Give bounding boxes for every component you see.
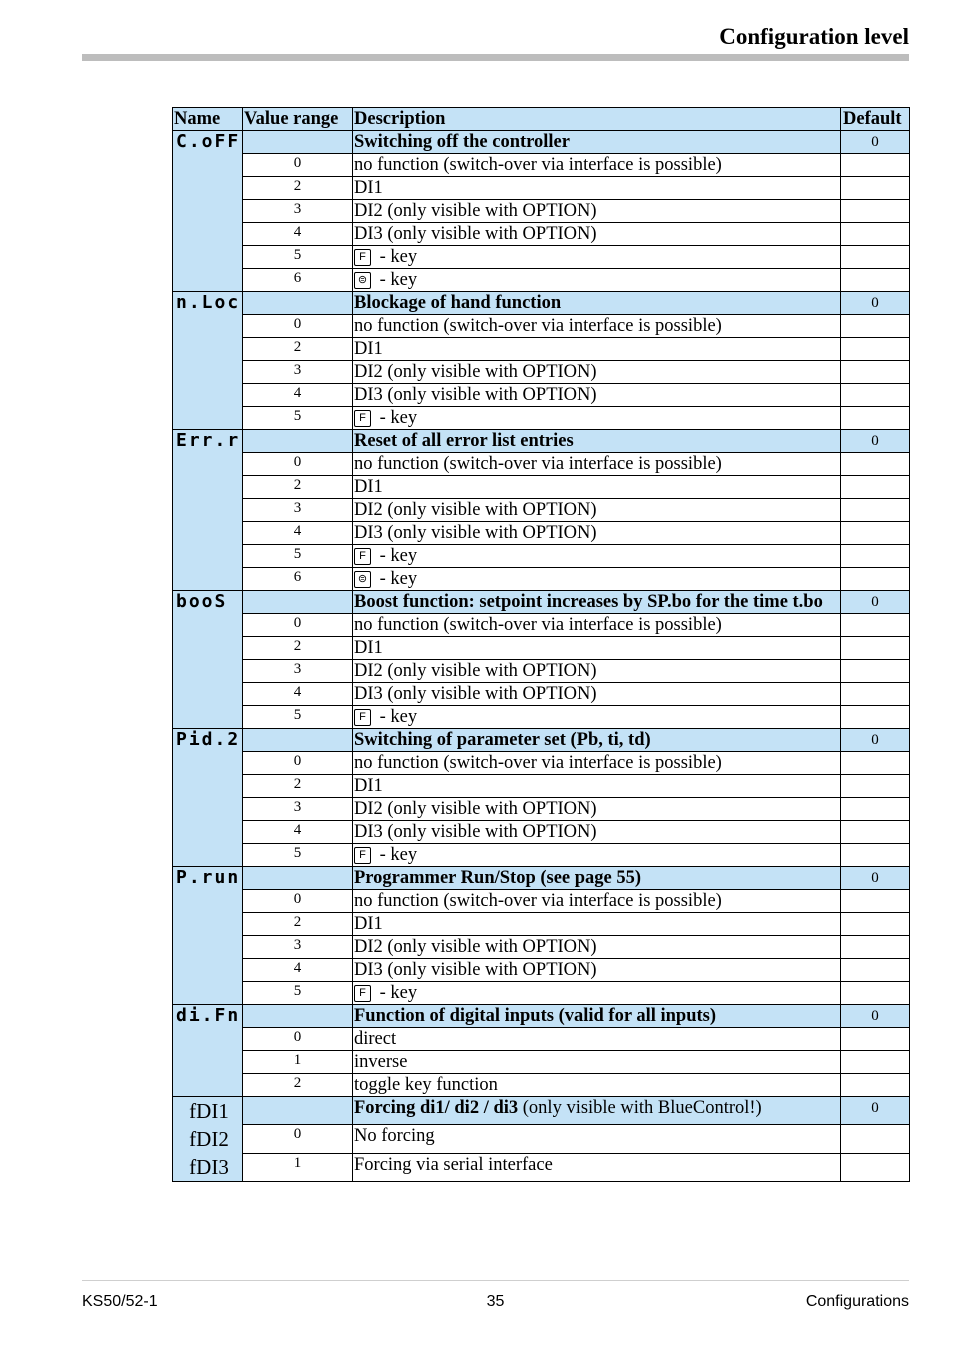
description-text: DI2 (only visible with OPTION): [354, 500, 597, 520]
value-cell: 0: [243, 614, 353, 637]
description-cell: [353, 384, 841, 407]
parameter-header-row: [173, 131, 910, 154]
description-cell: [353, 821, 841, 844]
parameter-default: 0: [841, 1005, 910, 1028]
value-cell: 0: [243, 752, 353, 775]
table-row: [173, 407, 910, 430]
description-cell: [353, 338, 841, 361]
description-cell: [353, 522, 841, 545]
default-cell-empty: [841, 1074, 910, 1097]
column-header-description: Description: [353, 108, 841, 131]
column-header-value-range: Value range: [243, 108, 353, 131]
value-cell: 0: [243, 1028, 353, 1051]
value-cell: 2: [243, 476, 353, 499]
parameter-description: [353, 1005, 841, 1028]
table-row: [173, 683, 910, 706]
default-cell-empty: [841, 890, 910, 913]
value-cell: 0: [243, 453, 353, 476]
parameter-name: fDI2: [189, 1127, 229, 1151]
parameter-code: di.Fn: [176, 1005, 241, 1026]
parameter-name-cell: [173, 1005, 243, 1097]
table-row: [173, 177, 910, 200]
default-cell-empty: [841, 223, 910, 246]
table-row: [173, 154, 910, 177]
parameter-code: n.Loc: [176, 292, 241, 313]
value-cell: 5: [243, 844, 353, 867]
default-cell-empty: [841, 453, 910, 476]
description-text: no function (switch-over via interface is possible): [354, 891, 722, 911]
default-cell-empty: [841, 1028, 910, 1051]
parameter-header-row: [173, 292, 910, 315]
value-cell: 4: [243, 522, 353, 545]
parameter-title: Reset of all error list entries: [354, 431, 574, 451]
table-row: [173, 568, 910, 591]
description-text: DI3 (only visible with OPTION): [354, 523, 597, 543]
parameter-code: Pid.2: [176, 729, 241, 750]
description-cell: [353, 1051, 841, 1074]
description-cell: [353, 959, 841, 982]
description-cell: [353, 660, 841, 683]
table-row: [173, 361, 910, 384]
description-cell: [353, 453, 841, 476]
description-text: toggle key function: [354, 1075, 498, 1095]
description-text: Forcing via serial interface: [354, 1154, 553, 1175]
parameter-title: Forcing di1/ di2 / di3: [354, 1098, 519, 1118]
default-cell-empty: [841, 706, 910, 729]
description-cell: [353, 706, 841, 729]
footer-page-number: 35: [486, 1293, 505, 1310]
description-cell: [353, 936, 841, 959]
table-row: [173, 499, 910, 522]
description-text: DI1: [354, 178, 383, 198]
parameter-header-row: [173, 430, 910, 453]
table-header-row: [173, 108, 910, 131]
default-cell-empty: [841, 269, 910, 292]
default-cell-empty: [841, 177, 910, 200]
description-cell: [353, 683, 841, 706]
default-cell-empty: [841, 407, 910, 430]
parameter-code: C.oFF: [176, 131, 241, 152]
description-cell: [353, 844, 841, 867]
default-cell-empty: [841, 499, 910, 522]
table-row: [173, 752, 910, 775]
value-range-empty: [243, 867, 353, 890]
default-cell-empty: [841, 637, 910, 660]
table-body: [173, 131, 910, 1182]
parameter-name-cell: [173, 1097, 243, 1182]
f-key-icon: F: [354, 709, 371, 726]
parameter-description: [353, 867, 841, 890]
parameter-code: booS: [176, 591, 228, 612]
parameter-title: Switching of parameter set (Pb, ti, td): [354, 730, 651, 750]
description-cell: [353, 614, 841, 637]
auto-manual-key-icon: ⊜: [354, 272, 371, 289]
description-text: no function (switch-over via interface is possible): [354, 155, 722, 175]
value-cell: 3: [243, 200, 353, 223]
description-cell: [353, 407, 841, 430]
description-text: DI1: [354, 339, 383, 359]
parameter-name-cell: [173, 867, 243, 1005]
parameter-name-cell: [173, 430, 243, 591]
parameter-title: Boost function: setpoint increases by SP.bo for the time t.bo: [354, 592, 823, 612]
description-cell: [353, 775, 841, 798]
value-cell: 4: [243, 384, 353, 407]
parameter-name-list: [176, 1097, 242, 1181]
description-cell: [353, 798, 841, 821]
description-cell: [353, 269, 841, 292]
description-text: direct: [354, 1029, 397, 1049]
table-row: [173, 706, 910, 729]
value-range-empty: [243, 1097, 353, 1125]
table-row: [173, 775, 910, 798]
table-row: [173, 522, 910, 545]
default-cell-empty: [841, 683, 910, 706]
value-cell: 4: [243, 223, 353, 246]
table-row: [173, 545, 910, 568]
description-text: DI1: [354, 638, 383, 658]
description-text: DI2 (only visible with OPTION): [354, 799, 597, 819]
value-cell: 1: [243, 1153, 353, 1181]
description-cell: [353, 223, 841, 246]
column-header-default: Default: [841, 108, 910, 131]
description-cell: [353, 499, 841, 522]
default-cell-empty: [841, 913, 910, 936]
value-range-empty: [243, 430, 353, 453]
value-cell: 2: [243, 1074, 353, 1097]
parameter-name-cell: [173, 131, 243, 292]
parameter-header-row: [173, 1005, 910, 1028]
table-row: [173, 614, 910, 637]
parameter-name-cell: [173, 591, 243, 729]
table-row: [173, 913, 910, 936]
default-cell-empty: [841, 821, 910, 844]
description-cell: [353, 154, 841, 177]
default-cell-empty: [841, 154, 910, 177]
parameter-title: Blockage of hand function: [354, 293, 562, 313]
description-cell: [353, 982, 841, 1005]
footer-section: Configurations: [805, 1293, 909, 1310]
description-text: no function (switch-over via interface is possible): [354, 615, 722, 635]
default-cell-empty: [841, 1153, 910, 1181]
default-cell-empty: [841, 384, 910, 407]
value-cell: 5: [243, 246, 353, 269]
table-row: [173, 384, 910, 407]
parameter-default: 0: [841, 867, 910, 890]
parameter-name: fDI3: [189, 1155, 229, 1179]
table-row: [173, 844, 910, 867]
default-cell-empty: [841, 522, 910, 545]
description-text: DI1: [354, 477, 383, 497]
description-text: - key: [375, 569, 418, 589]
table-row: [173, 1153, 910, 1181]
parameter-code: P.run: [176, 867, 241, 888]
description-text: no function (switch-over via interface is possible): [354, 316, 722, 336]
parameter-title: Switching off the controller: [354, 132, 570, 152]
description-text: inverse: [354, 1052, 408, 1072]
description-cell: [353, 476, 841, 499]
default-cell-empty: [841, 200, 910, 223]
table-row: [173, 1074, 910, 1097]
value-range-empty: [243, 729, 353, 752]
parameter-description: [353, 1097, 841, 1125]
value-cell: 2: [243, 338, 353, 361]
description-cell: [353, 890, 841, 913]
default-cell-empty: [841, 361, 910, 384]
default-cell-empty: [841, 246, 910, 269]
parameter-header-row: [173, 729, 910, 752]
table-row: [173, 246, 910, 269]
parameter-name-cell: [173, 292, 243, 430]
value-cell: 0: [243, 315, 353, 338]
value-cell: 3: [243, 660, 353, 683]
parameter-name: fDI1: [189, 1099, 229, 1123]
description-text: DI2 (only visible with OPTION): [354, 661, 597, 681]
value-cell: 3: [243, 361, 353, 384]
value-cell: 3: [243, 499, 353, 522]
description-text: DI3 (only visible with OPTION): [354, 224, 597, 244]
description-cell: [353, 1125, 841, 1153]
value-range-empty: [243, 131, 353, 154]
default-cell-empty: [841, 660, 910, 683]
value-cell: 5: [243, 407, 353, 430]
table-row: [173, 890, 910, 913]
description-text: DI1: [354, 776, 383, 796]
description-text: DI3 (only visible with OPTION): [354, 822, 597, 842]
table-row: [173, 1051, 910, 1074]
value-cell: 1: [243, 1051, 353, 1074]
description-cell: [353, 315, 841, 338]
description-text: - key: [375, 270, 418, 290]
description-text: DI3 (only visible with OPTION): [354, 684, 597, 704]
description-text: DI3 (only visible with OPTION): [354, 385, 597, 405]
table-row: [173, 821, 910, 844]
parameter-header-row: [173, 867, 910, 890]
default-cell-empty: [841, 545, 910, 568]
table-row: [173, 1125, 910, 1153]
description-text: - key: [375, 247, 418, 267]
parameter-name-cell: [173, 729, 243, 867]
value-cell: 0: [243, 890, 353, 913]
footer-rule: [82, 1280, 909, 1281]
table-row: [173, 959, 910, 982]
value-range-empty: [243, 1005, 353, 1028]
footer-document-id: KS50/52-1: [82, 1293, 158, 1310]
f-key-icon: F: [354, 410, 371, 427]
description-text: No forcing: [354, 1126, 435, 1147]
default-cell-empty: [841, 752, 910, 775]
parameter-description: [353, 292, 841, 315]
description-cell: [353, 1028, 841, 1051]
page-header: [82, 24, 909, 62]
value-cell: 4: [243, 959, 353, 982]
table-row: [173, 338, 910, 361]
description-text: - key: [375, 845, 418, 865]
value-cell: 2: [243, 177, 353, 200]
table-row: [173, 1028, 910, 1051]
f-key-icon: F: [354, 249, 371, 266]
default-cell-empty: [841, 775, 910, 798]
value-cell: 0: [243, 1125, 353, 1153]
default-cell-empty: [841, 1125, 910, 1153]
description-text: - key: [375, 546, 418, 566]
value-cell: 5: [243, 982, 353, 1005]
value-cell: 5: [243, 706, 353, 729]
parameter-default: 0: [841, 292, 910, 315]
description-text: DI2 (only visible with OPTION): [354, 362, 597, 382]
description-text: DI1: [354, 914, 383, 934]
configuration-table: [172, 107, 910, 1182]
description-cell: [353, 752, 841, 775]
value-cell: 5: [243, 545, 353, 568]
table-row: [173, 476, 910, 499]
description-text: - key: [375, 983, 418, 1003]
value-range-empty: [243, 591, 353, 614]
page-title: Configuration level: [719, 24, 909, 49]
default-cell-empty: [841, 959, 910, 982]
description-cell: [353, 200, 841, 223]
description-cell: [353, 246, 841, 269]
value-cell: 6: [243, 568, 353, 591]
auto-manual-key-icon: ⊜: [354, 571, 371, 588]
header-rule: [82, 54, 909, 61]
description-text: no function (switch-over via interface is possible): [354, 454, 722, 474]
default-cell-empty: [841, 568, 910, 591]
parameter-description: [353, 591, 841, 614]
description-text: DI3 (only visible with OPTION): [354, 960, 597, 980]
parameter-title: Function of digital inputs (valid for all inputs): [354, 1006, 717, 1026]
description-cell: [353, 545, 841, 568]
parameter-title: Programmer Run/Stop (see page 55): [354, 868, 642, 888]
parameter-description: [353, 729, 841, 752]
parameter-default: 0: [841, 591, 910, 614]
parameter-default: 0: [841, 1097, 910, 1125]
table-row: [173, 982, 910, 1005]
description-cell: [353, 177, 841, 200]
parameter-note: (only visible with BlueControl!): [518, 1098, 762, 1118]
parameter-description: [353, 430, 841, 453]
parameter-header-row: [173, 591, 910, 614]
default-cell-empty: [841, 982, 910, 1005]
default-cell-empty: [841, 476, 910, 499]
table-row: [173, 660, 910, 683]
value-cell: 3: [243, 798, 353, 821]
value-cell: 6: [243, 269, 353, 292]
table-row: [173, 637, 910, 660]
description-text: - key: [375, 707, 418, 727]
parameter-default: 0: [841, 430, 910, 453]
column-header-name: Name: [173, 108, 243, 131]
value-cell: 0: [243, 154, 353, 177]
value-cell: 4: [243, 821, 353, 844]
table-row: [173, 315, 910, 338]
description-text: DI2 (only visible with OPTION): [354, 201, 597, 221]
table-row: [173, 936, 910, 959]
f-key-icon: F: [354, 985, 371, 1002]
description-cell: [353, 1074, 841, 1097]
table-row: [173, 223, 910, 246]
table-row: [173, 798, 910, 821]
table-row: [173, 200, 910, 223]
table-row: [173, 269, 910, 292]
value-cell: 2: [243, 775, 353, 798]
value-cell: 4: [243, 683, 353, 706]
parameter-description: [353, 131, 841, 154]
page-footer: [82, 1280, 909, 1320]
value-cell: 3: [243, 936, 353, 959]
value-cell: 2: [243, 913, 353, 936]
parameter-header-row: [173, 1097, 910, 1125]
description-text: - key: [375, 408, 418, 428]
description-cell: [353, 913, 841, 936]
description-text: no function (switch-over via interface is possible): [354, 753, 722, 773]
default-cell-empty: [841, 844, 910, 867]
default-cell-empty: [841, 315, 910, 338]
f-key-icon: F: [354, 548, 371, 565]
table-row: [173, 453, 910, 476]
description-cell: [353, 1153, 841, 1181]
description-cell: [353, 637, 841, 660]
description-text: DI2 (only visible with OPTION): [354, 937, 597, 957]
default-cell-empty: [841, 936, 910, 959]
f-key-icon: F: [354, 847, 371, 864]
parameter-default: 0: [841, 131, 910, 154]
default-cell-empty: [841, 614, 910, 637]
default-cell-empty: [841, 798, 910, 821]
parameter-default: 0: [841, 729, 910, 752]
default-cell-empty: [841, 1051, 910, 1074]
default-cell-empty: [841, 338, 910, 361]
description-cell: [353, 361, 841, 384]
parameter-code: Err.r: [176, 430, 241, 451]
value-cell: 2: [243, 637, 353, 660]
description-cell: [353, 568, 841, 591]
value-range-empty: [243, 292, 353, 315]
